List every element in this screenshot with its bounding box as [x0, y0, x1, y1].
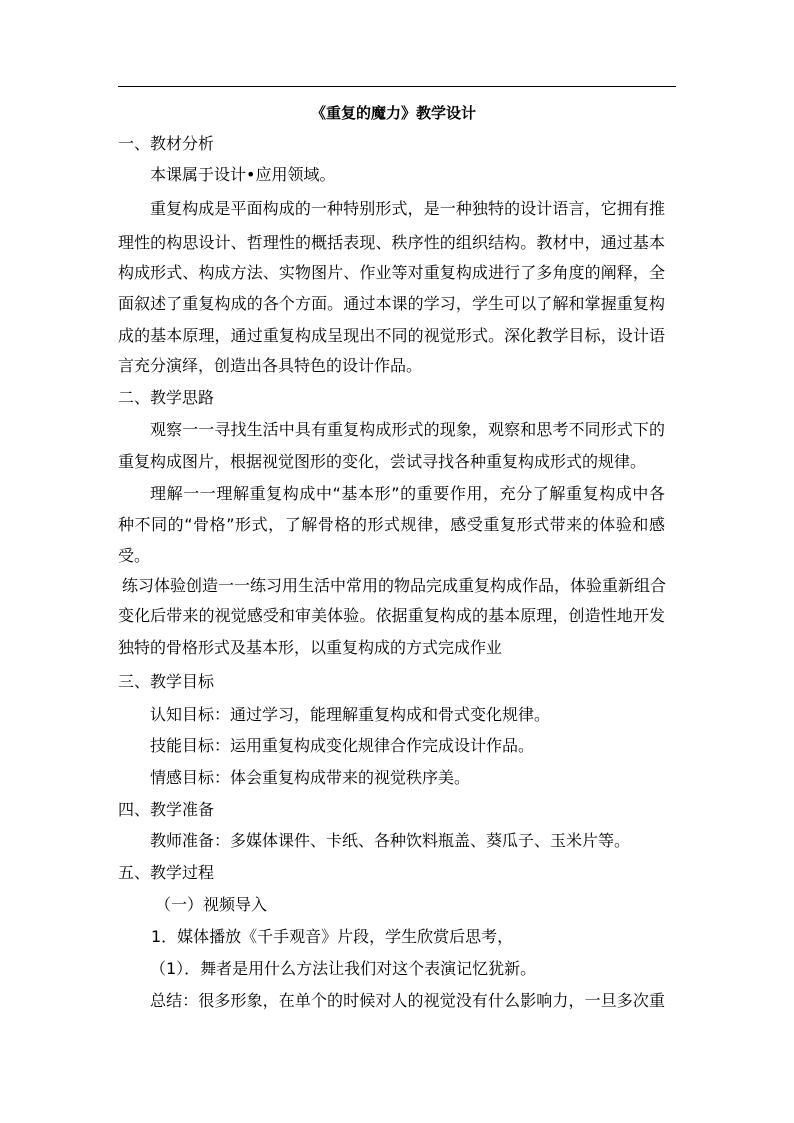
body-line: 情感目标：体会重复构成带来的视觉秩序美。 — [150, 768, 471, 787]
body-line: 构成形式、构成方法、实物图片、作业等对重复构成进行了多角度的阐释，全 — [118, 263, 665, 282]
body-line: （1）．舞者是用什么方法让我们对这个表演记忆犹新。 — [150, 959, 537, 978]
body-line: 种不同的“骨格”形式，了解骨格的形式规律，感受重复形式带来的体验和感 — [118, 515, 665, 534]
body-line: 成的基本原理，通过重复构成呈现出不同的视觉形式。深化教学目标，设计语 — [118, 326, 665, 345]
body-line: 重复构成是平面构成的一种特别形式，是一种独特的设计语言，它拥有推 — [150, 199, 665, 218]
body-line: 言充分演绎，创造出各具特色的设计作品。 — [118, 356, 423, 375]
body-line: 变化后带来的视觉感受和审美体验。依据重复构成的基本原理，创造性地开发 — [118, 606, 665, 625]
body-line: 练习体验创造一一练习用生活中常用的物品完成重复构成作品，体验重新组合 — [122, 576, 667, 595]
body-line: 受。 — [118, 546, 151, 565]
body-line: 独特的骨格形式及基本形，以重复构成的方式完成作业 — [118, 638, 503, 657]
body-line: 理解一一理解重复构成中“基本形”的重要作用，充分了解重复构成中各 — [150, 484, 665, 503]
section-heading-4: 四、教学准备 — [118, 800, 215, 819]
body-line: 教师准备：多媒体课件、卡纸、各种饮料瓶盖、葵瓜子、玉米片等。 — [150, 831, 631, 850]
header-rule — [118, 86, 676, 87]
subsection-heading: （一）视频导入 — [155, 895, 268, 914]
section-heading-5: 五、教学过程 — [118, 863, 215, 882]
section-heading-1: 一、教材分析 — [118, 134, 215, 153]
section-heading-2: 二、教学思路 — [118, 388, 215, 407]
body-line: 技能目标：运用重复构成变化规律合作完成设计作品。 — [150, 736, 535, 755]
section-heading-3: 三、教学目标 — [118, 672, 215, 691]
body-line: 认知目标：通过学习，能理解重复构成和骨式变化规律。 — [150, 705, 551, 724]
body-line: 理性的构思设计、哲理性的概括表现、秩序性的组织结构。教材中，通过基本 — [118, 233, 665, 252]
body-line: 观察一一寻找生活中具有重复构成形式的现象，观察和思考不同形式下的 — [150, 420, 665, 439]
body-line: 重复构成图片，根据视觉图形的变化，尝试寻找各种重复构成形式的规律。 — [118, 452, 647, 471]
body-line: 1．媒体播放《千手观音》片段，学生欣赏后思考， — [151, 927, 514, 946]
body-line: 面叙述了重复构成的各个方面。通过本课的学习，学生可以了解和掌握重复构 — [118, 294, 665, 313]
body-line: 总结：很多形象，在单个的时候对人的视觉没有什么影响力，一旦多次重 — [150, 991, 665, 1010]
document-title: 《重复的魔力》教学设计 — [311, 104, 477, 122]
body-line: 本课属于设计•应用领域。 — [150, 165, 336, 184]
